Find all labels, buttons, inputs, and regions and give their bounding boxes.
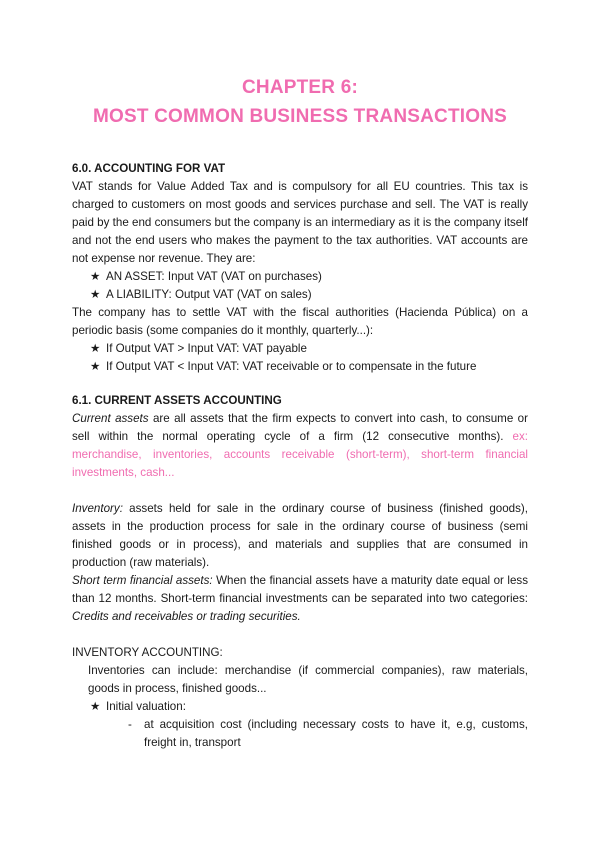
vat-bullet-receivable: ★ If Output VAT < Input VAT: VAT receivable or to compensate in the future <box>72 358 528 376</box>
vat-bullet-asset: ★ AN ASSET: Input VAT (VAT on purchases) <box>72 268 528 286</box>
vat-settle-paragraph: The company has to settle VAT with the fiscal authorities (Hacienda Pública) on a periodic basis (some companies do it monthly, quarterly...): <box>72 306 528 337</box>
star-bullet-icon: ★ <box>90 360 101 373</box>
dash-bullet-icon: - <box>128 718 132 731</box>
acquisition-cost-item: - at acquisition cost (including necessary costs to have it, e.g, customs, freight in, transport <box>128 718 528 749</box>
vat-bullet-payable: ★ If Output VAT > Input VAT: VAT payable <box>72 340 528 358</box>
vat-paragraph: VAT stands for Value Added Tax and is compulsory for all EU countries. This tax is charged to customers on most goods and services purchase and sell. The VAT is really paid by the end consumers but the company is an intermediary as it is the company itself and not the end users who makes the payment to the tax authorities. VAT accounts are not expense nor revenue. They are: <box>72 180 528 265</box>
chapter-title: MOST COMMON BUSINESS TRANSACTIONS <box>92 106 508 127</box>
star-bullet-icon: ★ <box>90 288 101 301</box>
star-bullet-icon: ★ <box>90 270 101 283</box>
section-heading-vat: 6.0. ACCOUNTING FOR VAT <box>72 162 226 175</box>
inventory-accounting-heading: INVENTORY ACCOUNTING: <box>72 646 223 659</box>
vat-bullet-liability: ★ A LIABILITY: Output VAT (VAT on sales) <box>72 286 528 304</box>
current-assets-paragraph: Current assets are all assets that the firm expects to convert into cash, to consume or sell within the normal operating cycle of a firm (12 consecutive months). ex: merchandise, inventories, accounts receivable (short-term), short-term financial investments, cash... <box>72 412 528 479</box>
short-term-financial-paragraph: Short term financial assets: When the financial assets have a maturity date equal or less than 12 months. Short-term financial investments can be separated into two categories: Credits and receivables or trading securities. <box>72 574 529 623</box>
star-bullet-icon: ★ <box>90 342 101 355</box>
initial-valuation-bullet: ★ Initial valuation: <box>72 698 528 716</box>
star-bullet-icon: ★ <box>90 700 101 713</box>
chapter-number: CHAPTER 6: <box>241 77 358 98</box>
document-body <box>72 160 528 752</box>
current-assets-examples: ex: merchandise, inventories, accounts receivable (short-term), short-term financial investments, cash... <box>72 430 528 479</box>
section-heading-current-assets: 6.1. CURRENT ASSETS ACCOUNTING <box>72 394 282 407</box>
inventory-paragraph: Inventory: assets held for sale in the ordinary course of business (finished goods), assets in the production process for sale in the ordinary course of business (semi finished goods or in process), and materials and supplies that are consumed in production (raw materials). <box>72 502 528 569</box>
inventory-intro: Inventories can include: merchandise (if commercial companies), raw materials, goods in process, finished goods... <box>88 664 528 695</box>
